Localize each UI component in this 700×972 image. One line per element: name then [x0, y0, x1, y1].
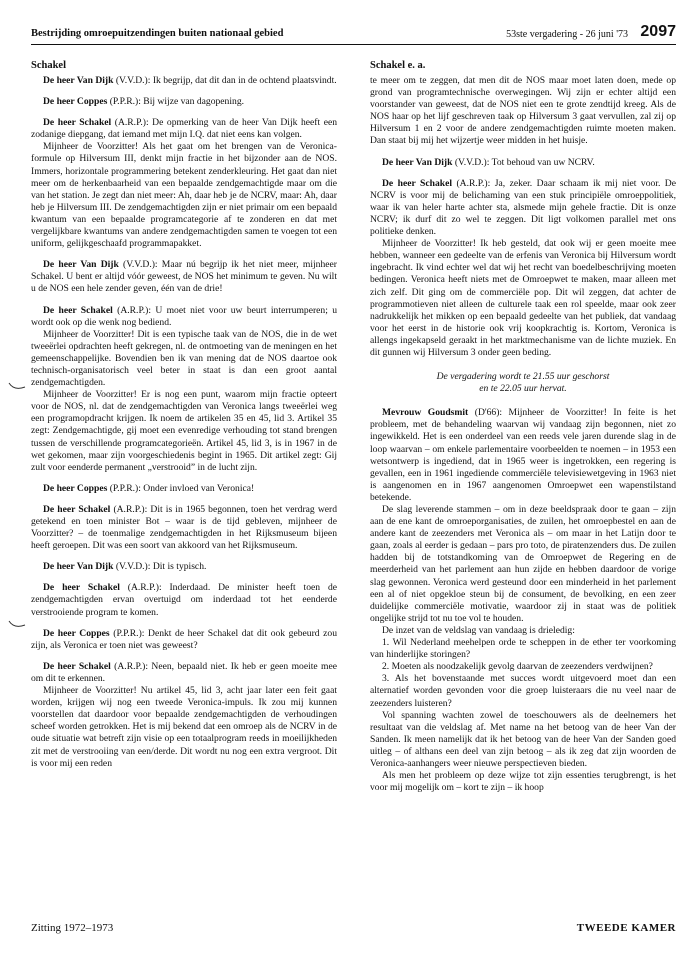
speaker-name: De heer Schakel: [43, 582, 120, 594]
speaker-name: De heer Schakel: [43, 660, 111, 672]
paragraph-text: Neen, bepaald niet. Ik heb er geen moeite mee om dit te erkennen.: [31, 660, 337, 684]
paragraph-text: U moet niet voor uw beurt interrumperen; u wordt ook op die wenk nog bediend.: [31, 304, 337, 328]
speaker-party: (V.V.D.):: [113, 75, 151, 86]
speaker-name: De heer Van Dijk: [382, 156, 453, 168]
speaker-party: (A.R.P.):: [111, 117, 149, 129]
paragraph-text: Als men het probleem op deze wijze tot zijn essenties terugbrengt, is het voor mij mogelijk om – kort te zijn – ik hoop: [370, 770, 676, 794]
speech-paragraph: [31, 96, 337, 108]
speaker-name: De heer Coppes: [43, 482, 108, 494]
right-column-before-suspension: [370, 75, 676, 359]
paragraph-text: Mijnheer de Voorzitter! Als het gaat om het brengen van de Veronica-formule op Hilversum III, denkt mijn fractie in het bijzonder aan de NOS. Immers, horizontale programmering betekent zenderkleuring. Het gaat dan niet meer om de herkenbaarheid van een bepaalde zendgemachtigde maar om die van het station. Je zegt dan niet meer: Ah, daar heb je de NCRV, maar: Ah, daar heb je Hilversum III. De zendgemachtigden zijn er niet primair om een bepaald kwantum van een bepaalde programcategorie af te zonderen en dat met vergelijkbare kwantums van andere zendgemachtigden samen te voegen tot een uniform, gelijkgeschaafd programmapakket.: [31, 141, 337, 250]
running-title: Bestrijding omroepuitzendingen buiten nationaal gebied: [31, 28, 284, 39]
speech-paragraph: [31, 117, 337, 141]
section-title: Schakel: [31, 60, 67, 71]
paragraph-text: Mijnheer de Voorzitter! Er is nog een punt, waarom mijn fractie opteert voor de NOS, nl. dat de zendgemachtigden van Veronica langs tweeërlei weg een programopdracht krijgen. Ik noem de artikelen 35 en 45, lid 3. Artikel 35 zegt: Zendgemachtigde, gij moet een evenredige verhouding tot stand brengen tussen de verschillende programcategorieën. Artikel 45, lid 3, is in 1967 in de wet gekomen, maar zijn voorgeschiedenis begint in 1965. Dit artikel zegt: Gij zult voor eenderde permanent „verstrooid” in de lucht zijn.: [31, 389, 337, 473]
suspension-line: en te 22.05 uur hervat.: [479, 383, 567, 395]
page-number: 2097: [640, 23, 676, 40]
speaker-name: De heer Schakel: [43, 304, 113, 316]
paragraph-text: Mijnheer de Voorzitter! Dit is een typische taak van de NOS, die in de wet tweeërlei opdrachten heeft gekregen, nl. de ontmoeting van de meningen en het gemeenschappelijke. Bovendien ben ik van mening dat de NOS daartoe ook technisch-organisatorisch veel beter in staat is dan een groot aantal zendgemachtigden.: [31, 328, 337, 389]
paragraph-text: Ik begrijp, dat dit dan in de ochtend plaatsvindt.: [150, 75, 337, 86]
text-paragraph: [31, 685, 337, 770]
paragraph-text: Inderdaad. De minister heeft toen de zendgemachtigden ervan overtuigd om inderdaad tot het eenderde verstrooiende program te komen.: [31, 582, 337, 618]
paragraph-text: De inzet van de veldslag van vandaag is drieledig:: [382, 624, 575, 636]
text-paragraph: [370, 625, 676, 637]
left-column: [31, 60, 337, 918]
text-paragraph: [31, 329, 337, 389]
paragraph-text: Bij wijze van dagopening.: [140, 96, 245, 108]
speech-paragraph: [31, 504, 337, 552]
speaker-name: De heer Coppes: [43, 96, 108, 108]
speech-paragraph: [31, 259, 337, 295]
text-paragraph: [31, 141, 337, 250]
right-column: [370, 60, 676, 918]
speaker-party: (A.R.P.):: [119, 582, 162, 594]
speaker-name: De heer Schakel: [43, 117, 112, 129]
speaker-party: (V.V.D.):: [113, 561, 151, 573]
text-paragraph: [370, 75, 676, 148]
paragraph-text: Vol spanning wachten zowel de toeschouwers als de deelnemers het resultaat van die veldslag af. Met name na het betoog van de heer Van der Sanden. Ik meen namelijk dat ik het betoog van de heer Van der Sanden goed uitleg – of althans een deel van zijn betoog – als ik zeg dat zijn woorden de Veronica-aanhangers weer nieuwe perspectieven bieden.: [370, 709, 676, 769]
speaker-name: De heer Van Dijk: [43, 259, 119, 271]
chamber-label: TWEEDE KAMER: [576, 922, 676, 934]
paragraph-text: 1. Wil Nederland meehelpen orde te scheppen in de ether ter voorkoming van hinderlijke storingen?: [370, 637, 676, 661]
text-paragraph: [370, 661, 676, 673]
paragraph-text: Mijnheer de Voorzitter! Nu artikel 45, lid 3, acht jaar later een feit gaat worden, krijgen wij nog een tweede Veronica-impuls. Ik zou mij kunnen voorstellen dat daardoor voor bepaalde zendgemachtigden de verhoudingen scheef worden getrokken. Het is mij bekend dat een omroep als de NCRV in de oude situatie wat betreft zijn visie op een totaalprogram reeds in moeilijkheden zit met de verstrooiing van een/derde. Dit wordt nu nog een extra vergroot. Dit is voor mij een reden: [31, 685, 337, 769]
text-paragraph: [370, 770, 676, 794]
speaker-name: De heer Van Dijk: [43, 561, 114, 573]
paragraph-text: De opmerking van de heer Van Dijk heeft een zodanige diepgang, dat iemand met mijn I.Q. dat niet eens kan volgen.: [31, 117, 337, 141]
speaker-name: De heer Van Dijk: [43, 75, 114, 86]
speech-paragraph: [370, 178, 676, 238]
speech-paragraph: [31, 561, 337, 573]
paragraph-text: Ja, zeker. Daar schaam ik mij niet voor. De NCRV is voor mij de belichaming van een stuk principiële omroeppolitiek, waar ik van heler harte achter sta, alsmede mijn gehele fractie. Dit is onze NCRV; ik durf dit zo wel te zeggen. Dit ligt volkomen parallel met ons politieke denken.: [370, 177, 676, 238]
paragraph-text: 3. Als het bovenstaande met succes wordt uitgevoerd moet dan een alternatief worden gevonden voor die groep luisteraars die nu veel naar de zeezenders luisteren?: [370, 673, 676, 709]
paragraph-text: Dit is typisch.: [150, 561, 207, 573]
paragraph-text: De slag leverende stammen – om in deze beeldspraak door te gaan – zijn aan de ene kant de omroeporganisaties, de zuilen, het omroepbestel en aan de andere kant de zeezenders met Veronica als – om maar in het Latijn door te gaan, zoals al eerder is gedaan – pars pro toto, de piratenzenders dus. De zuilen hadden bij de totstandkoming van de Omroepwet de Regering en de meerderheid van het parlement aan hun zijde en hebben daardoor de vorige slag gewonnen. Veronica werd gesteund door een minderheid in het parlement een al of niet opgekloe steun bij de consument, de bevolking, en een zeer duidelijke commerciële motivatie, waardoor zij in staat was de politiek ongelijke strijd tot nu toe vol te houden.: [370, 504, 676, 624]
text-paragraph: [370, 710, 676, 770]
speech-paragraph: [31, 582, 337, 618]
speaker-party: (P.P.R.):: [107, 482, 141, 494]
text-paragraph: [370, 673, 676, 709]
paragraph-text: Mijnheer de Voorzitter! In feite is het probleem, met de behandeling waarvan wij vandaag zijn begonnen, niet zo ingewikkeld. Het is een onderdeel van een reeds vele jaren durende slag in de loop waarvan – om enkele parlementaire voorbeelden te noemen – in 1953 een wetsontwerp is ingediend, dat in 1965 weer is ingetrokken, een regering is gevallen, een in 1961 ingediende commerciële televisiewetgeving in 1963 niet is aangenomen en in 1967 aangenomen Omroepwet een wapenstilstand betekende.: [370, 407, 676, 503]
right-column-after-suspension: [370, 407, 676, 794]
speaker-name: Mevrouw Goudsmit: [382, 407, 469, 419]
margin-check-mark: [8, 381, 26, 391]
margin-check-mark: [8, 619, 26, 629]
text-paragraph: [31, 389, 337, 474]
speech-paragraph: [31, 628, 337, 652]
speaker-name: De heer Schakel: [43, 503, 111, 515]
speech-paragraph: [31, 75, 337, 87]
speaker-party: (D'66):: [468, 407, 503, 419]
speaker-party: (P.P.R.):: [107, 96, 141, 108]
speaker-party: (V.V.D.):: [118, 259, 158, 271]
paragraph-text: te meer om te zeggen, dat men dit de NOS maar moet laten doen, mede op grond van programtechnische overwegingen. Wij zijn er echter altijd een voorstander van geweest, dat de NOS niet een te grote zendtijd kreeg. Als de NOS haar op het lijf geschreven taak op Hilversum 3 gaat vervullen, zal zij op Hilversum 1 en 2 voor de andere zendgemachtigden ruimte moeten maken. Dan staat bij mij het wijzertje weer midden in het huisje.: [370, 75, 676, 147]
speech-paragraph: [370, 407, 676, 504]
speaker-party: (P.P.R.):: [109, 627, 145, 639]
paragraph-text: Onder invloed van Veronica!: [140, 482, 255, 494]
speech-paragraph: [31, 305, 337, 329]
speaker-party: (A.R.P.):: [110, 503, 148, 515]
paragraph-text: Denkt de heer Schakel dat dit ook gebeurd zou zijn, als Veronica er toen niet was geweest?: [31, 627, 337, 651]
text-paragraph: [370, 637, 676, 661]
speaker-name: De heer Schakel: [382, 177, 452, 189]
text-paragraph: [370, 238, 676, 359]
speech-paragraph: [370, 157, 676, 169]
text-paragraph: [370, 504, 676, 625]
speaker-party: (A.R.P.):: [452, 177, 491, 189]
section-title: Schakel e. a.: [370, 60, 426, 71]
meeting-date: 53ste vergadering - 26 juni '73: [506, 29, 628, 40]
speech-paragraph: [31, 483, 337, 495]
running-header: [31, 23, 676, 45]
speaker-party: (A.R.P.):: [112, 304, 151, 316]
suspension-notice: [370, 371, 676, 395]
paragraph-text: Tot behoud van uw NCRV.: [489, 156, 595, 168]
paragraph-text: Mijnheer de Voorzitter! Ik heb gesteld, dat ook wij er geen moeite mee hebben, wanneer een gedeelte van de erfenis van Veronica bij Hilversum wordt ingebracht. Ik vind echter wel dat wij het recht van boedelbeschrijving moeten bedingen. Veronica heeft niets met de Omroepwet te maken, maar alleen met zich zelf. Dit ging om de commerciële pop. Dit wil zeggen, dat achter de programmotieven niet alleen de culturele taak een rol speelde, maar ook zeer nadrukkelijk het mikken op een bepaald gedeelte van het publiek, dat vandaag voor het eerst in de historie ook vrij koopkrachtig is. Kortom, Veronica is allengs ingekapseld geraakt in het marktmechanisme van de lichte muziek. En dit gunnen wij Hilversum 3 onder geen beding.: [370, 238, 676, 358]
speaker-name: De heer Coppes: [43, 627, 110, 639]
suspension-line: De vergadering wordt te 21.55 uur geschorst: [436, 371, 610, 383]
session-label: Zitting 1972–1973: [31, 922, 114, 934]
paragraph-text: 2. Moeten als noodzakelijk gevolg daarvan de zeezenders verdwijnen?: [382, 661, 653, 673]
speaker-party: (A.R.P.):: [110, 660, 149, 672]
speaker-party: (V.V.D.):: [452, 156, 490, 168]
paragraph-text: Dit is in 1965 begonnen, toen het verdrag werd getekend en toen minister Bot – waar is de tijd gebleven, mijnheer de Voorzitter? – de toenmalige zendgemachtigden in het Rijksmuseum bijeen heeft geroepen. Dit was een soort van akkoord van het Rijksmuseum.: [31, 503, 337, 552]
speech-paragraph: [31, 661, 337, 685]
paragraph-text: Maar nú begrijp ik het niet meer, mijnheer Schakel. U bent er altijd vóór geweest, de NOS het minimum te geven. Nu wilt u de NOS een hele zender geven, één van de drie!: [31, 259, 337, 295]
